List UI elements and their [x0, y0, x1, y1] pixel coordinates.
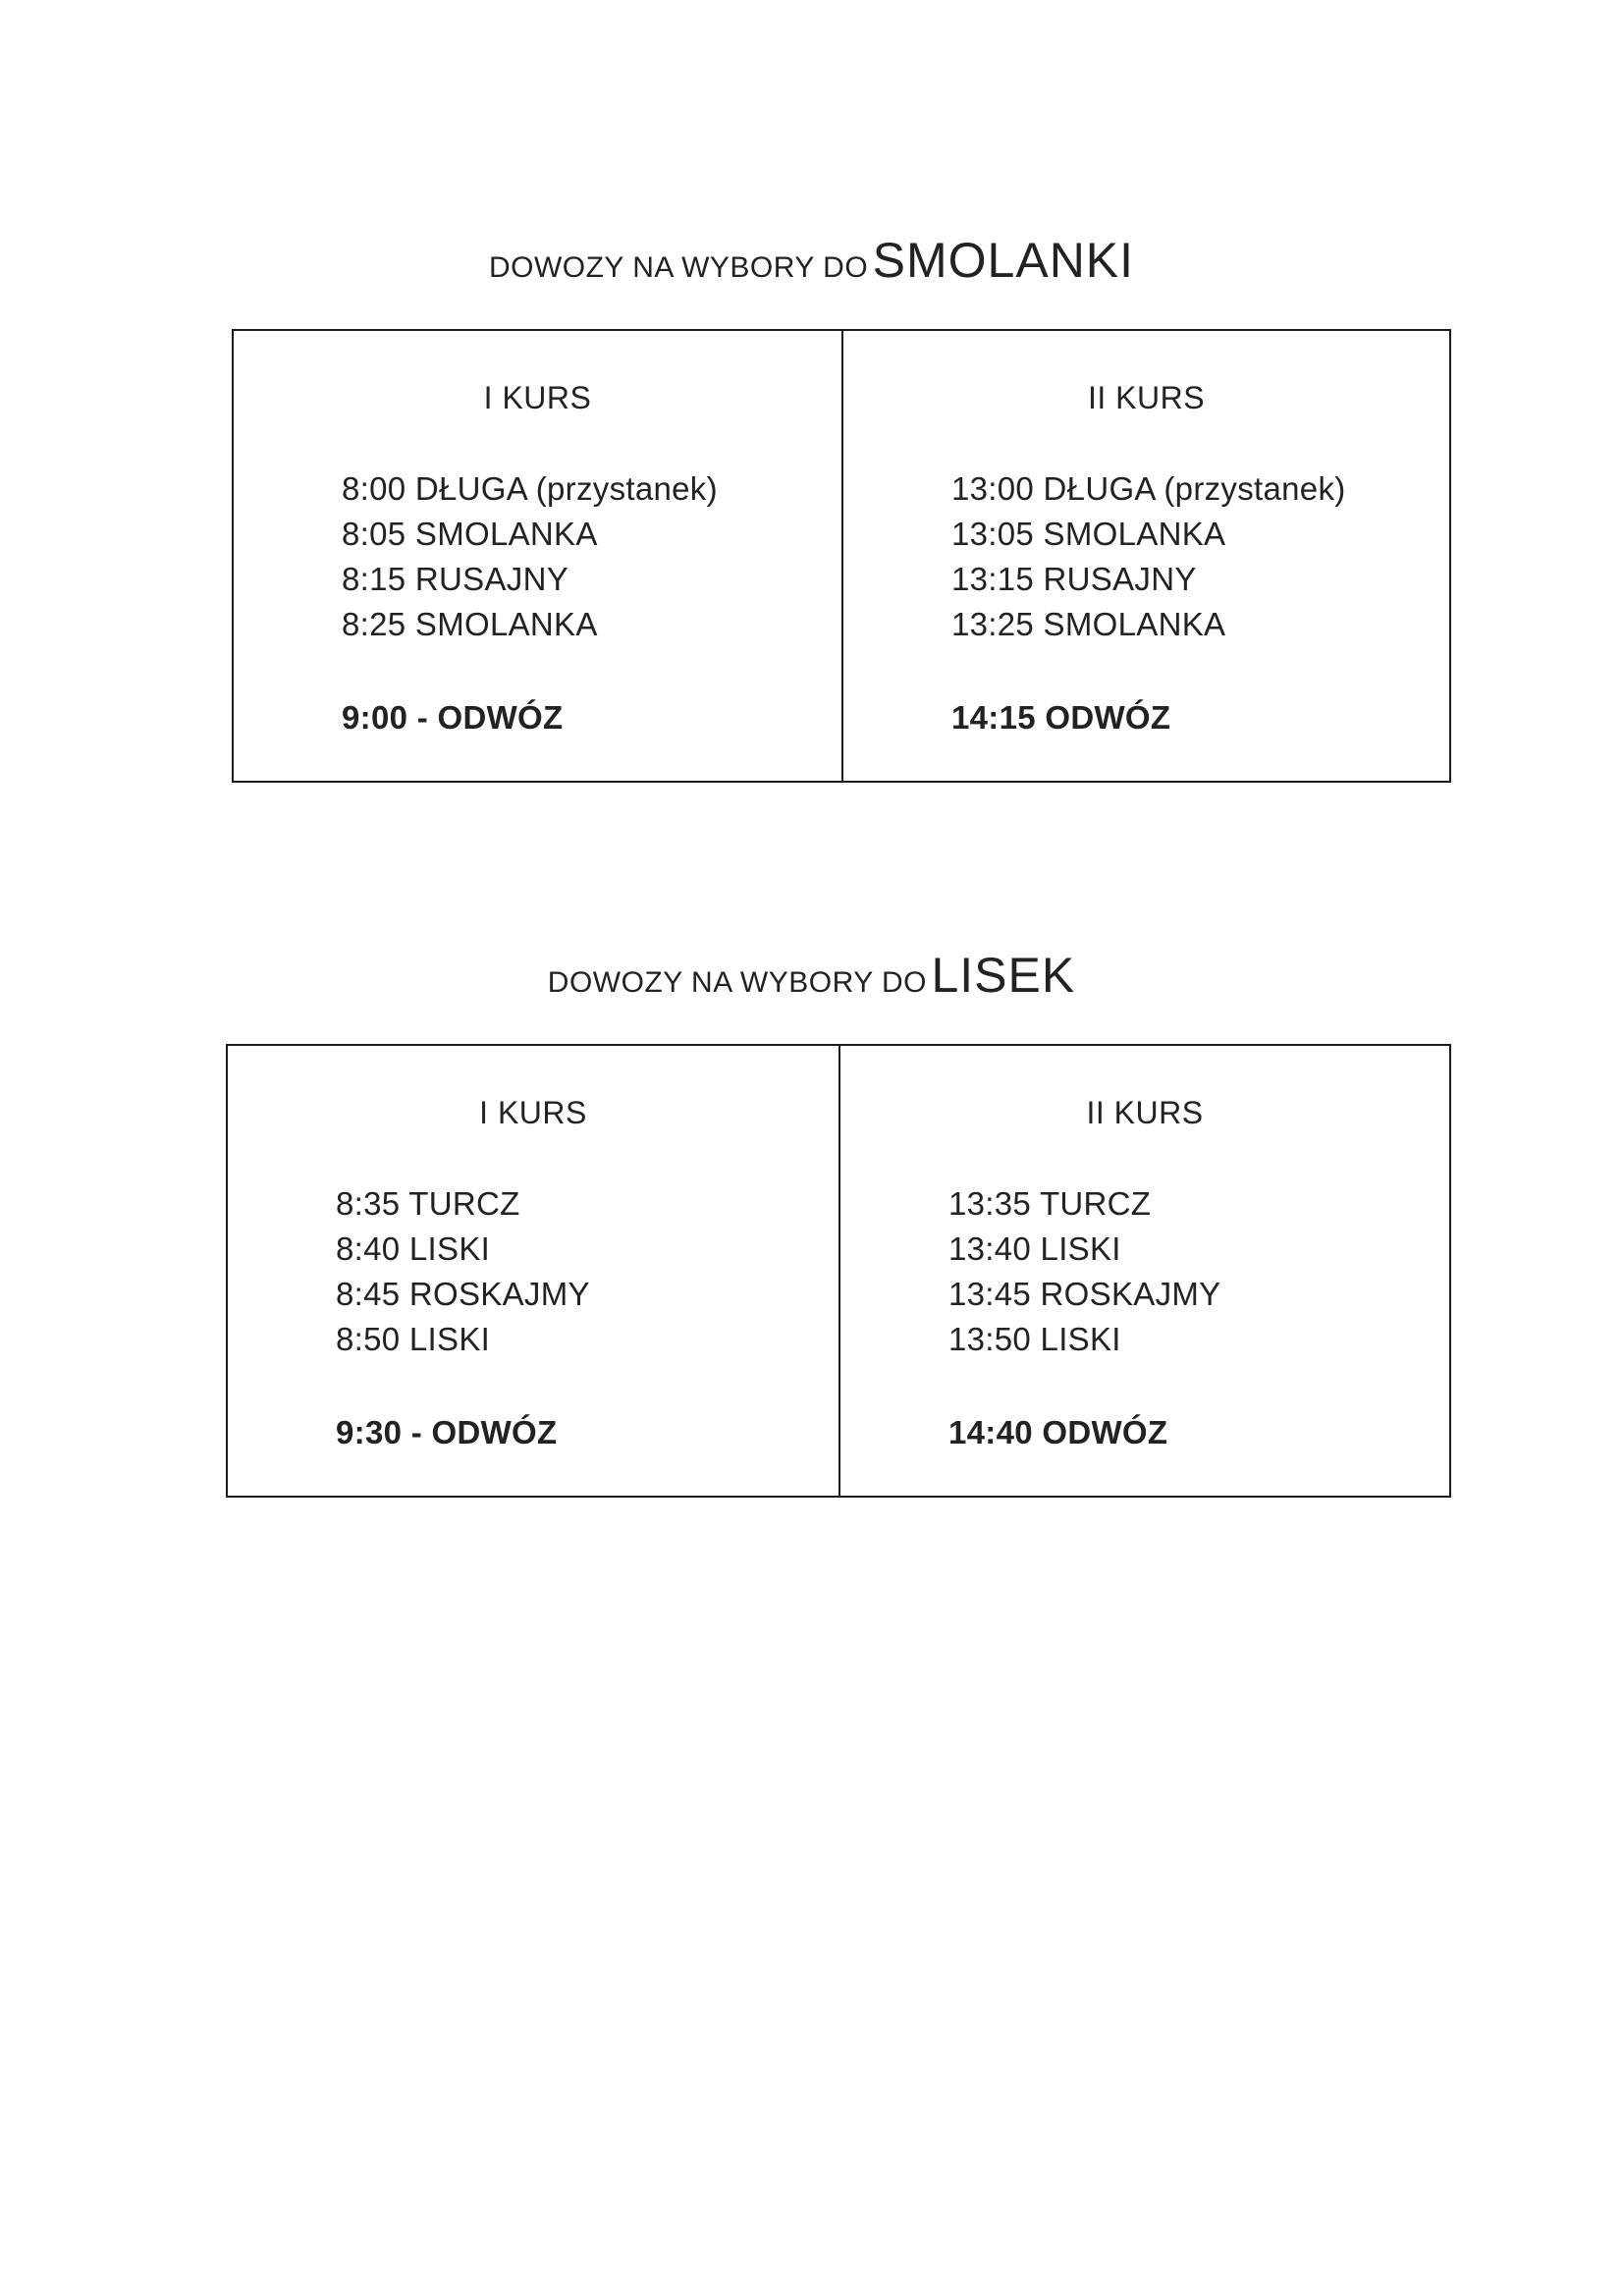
- return-time: 9:30 - ODWÓZ: [336, 1414, 558, 1450]
- course-title: II KURS: [1087, 380, 1206, 415]
- schedule-table: [232, 329, 1451, 783]
- stop-list: [342, 466, 718, 647]
- stop-item: 8:05 SMOLANKA: [342, 516, 598, 552]
- course-column-2: [839, 1046, 1449, 1496]
- course-title: I KURS: [479, 1095, 587, 1130]
- return-time: 14:15 ODWÓZ: [951, 699, 1171, 736]
- stop-item: 13:40 LISKI: [948, 1230, 1121, 1267]
- course-column-1: [228, 1046, 839, 1496]
- return-time: 14:40 ODWÓZ: [948, 1414, 1168, 1450]
- stop-item: 13:25 SMOLANKA: [951, 606, 1226, 642]
- course-column-1: [234, 331, 841, 781]
- stop-list: [336, 1181, 590, 1362]
- stop-item: 8:50 LISKI: [336, 1321, 491, 1357]
- stop-item: 13:35 TURCZ: [948, 1185, 1152, 1222]
- stop-item: 8:00 DŁUGA (przystanek): [342, 470, 718, 507]
- stop-item: 13:05 SMOLANKA: [951, 516, 1226, 552]
- course-title: II KURS: [1086, 1095, 1204, 1130]
- stop-item: 8:15 RUSAJNY: [342, 561, 569, 597]
- heading-prefix: DOWOZY NA WYBORY DO: [547, 966, 928, 999]
- stop-item: 13:15 RUSAJNY: [951, 561, 1197, 597]
- stop-item: 13:45 ROSKAJMY: [948, 1276, 1221, 1312]
- stop-item: 8:40 LISKI: [336, 1230, 491, 1267]
- heading-place: LISEK: [931, 948, 1076, 1003]
- stop-item: 8:45 ROSKAJMY: [336, 1276, 590, 1312]
- stop-item: 8:35 TURCZ: [336, 1185, 520, 1222]
- section-heading: [0, 226, 1623, 295]
- section-heading: [0, 941, 1623, 1010]
- heading-prefix: DOWOZY NA WYBORY DO: [488, 251, 869, 284]
- course-column-2: [841, 331, 1449, 781]
- return-time: 9:00 - ODWÓZ: [342, 699, 564, 736]
- stop-item: 13:50 LISKI: [948, 1321, 1121, 1357]
- stop-list: [951, 466, 1346, 647]
- stop-item: 8:25 SMOLANKA: [342, 606, 598, 642]
- course-title: I KURS: [483, 380, 592, 415]
- section-lisek: [0, 941, 1623, 1450]
- section-smolanki: [0, 226, 1623, 736]
- stop-item: 13:00 DŁUGA (przystanek): [951, 470, 1346, 507]
- stop-list: [948, 1181, 1220, 1362]
- heading-place: SMOLANKI: [872, 233, 1135, 288]
- schedule-table: [226, 1044, 1451, 1498]
